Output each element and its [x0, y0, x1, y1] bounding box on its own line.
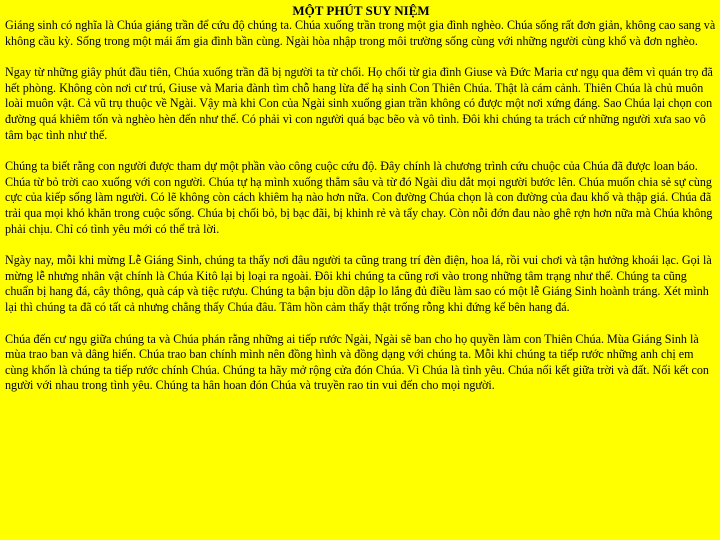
document-body	[5, 3, 717, 410]
paragraph-4: Ngày nay, mỗi khi mừng Lễ Giáng Sinh, chúng ta thấy nơi đâu người ta cũng trang trí đèn điện, hoa lá, rồi vui chơi và tận hưởng khoái lạc. Gọi là mừng lễ nhưng nhân vật chính là Chúa Kitô lại bị loại ra ngoài. Đôi khi chúng ta cũng rơi vào trong những tâm trạng như thế. Chúng ta cũng chuẩn bị hang đá, cây thông, quà cáp và tiệc rượu. Chúng ta bận bịu dồn dập lo lắng đủ điều làm sao có một lễ Giáng Sinh hoành tráng. Xét mình lại thì chúng ta đã có tất cả nhưng chẳng thấy Chúa đâu. Tâm hồn cảm thấy thật trống rỗng khi đứng kế bên hang đá.	[5, 253, 712, 314]
paragraph-3: Chúng ta biết rằng con người được tham dự một phần vào công cuộc cứu độ. Đây chính là chương trình cứu chuộc của Chúa đã được loan báo. Chúa từ bỏ trời cao xuống với con người. Chúa tự hạ mình xuống thẳm sâu và từ đó Ngài dìu dắt mọi người bước lên. Chúa muốn chia sẻ sự cùng cực của kiếp sống làm người. Có lẽ không còn cách khiêm hạ nào hơn nữa. Con đường Chúa chọn là con đường của đau khổ và thập giá. Chúa đã trải qua mọi khó khăn trong cuộc sống. Chúa bị chối bỏ, bị bạc đãi, bị khinh rẻ và tẩy chay. Còn nỗi đớn đau nào ghê rợn hơn nữa mà Chúa không phải chịu. Chỉ có tình yêu mới có thể trả lời.	[5, 159, 713, 236]
document-title: MỘT PHÚT SUY NIỆM	[292, 3, 430, 18]
paragraph-5: Chúa đến cư ngụ giữa chúng ta và Chúa phán rằng những ai tiếp rước Ngài, Ngài sẽ ban cho họ quyền làm con Thiên Chúa. Mùa Giáng Sinh là mùa trao ban và dâng hiến. Chúa trao ban chính mình nên đồng hình và đồng dạng với chúng ta. Mỗi khi chúng ta tiếp rước những anh chị em cùng khốn là chúng ta tiếp rước chính Chúa. Chúng ta hãy mở rộng cửa đón Chúa. Vì Chúa là tình yêu. Chúa nối kết giữa trời và đất. Nối kết con người với nhau trong tình yêu. Chúng ta hân hoan đón Chúa và truyền rao tin vui đến cho mọi người.	[5, 331, 709, 393]
paragraph-1: Giáng sinh có nghĩa là Chúa giáng trần để cứu độ chúng ta. Chúa xuống trần trong một gia đình nghèo. Chúa sống rất đơn giản, không cao sang và không cầu kỳ. Sống trong một mái ấm gia đình bần cùng. Ngài hòa nhập trong môi trường sống cùng với những người cùng khổ và đơn nghèo.	[5, 18, 716, 48]
paragraph-2: Ngay từ những giây phút đầu tiên, Chúa xuống trần đã bị người ta từ chối. Họ chối từ gia đình Giuse và Đức Maria cư ngụ qua đêm vì quán trọ đã hết phòng. Không còn nơi cư trú, Giuse và Maria đành tìm chỗ hang lừa để hạ sinh Con Thiên Chúa. Thật là cám cảnh. Thiên Chúa là chủ muôn loài muôn vật. Cả vũ trụ thuộc về Ngài. Vậy mà khi Con của Ngài sinh xuống gian trần không có được một nơi xứng đáng. Sao Chúa lại chọn con đường quá khiêm tốn và nghèo hèn đến như thế. Có phải vì con người quá bạc bẽo và vô tình. Đôi khi chúng ta trách cứ những người xưa sao vô tâm bạc tình như thế.	[5, 65, 713, 142]
